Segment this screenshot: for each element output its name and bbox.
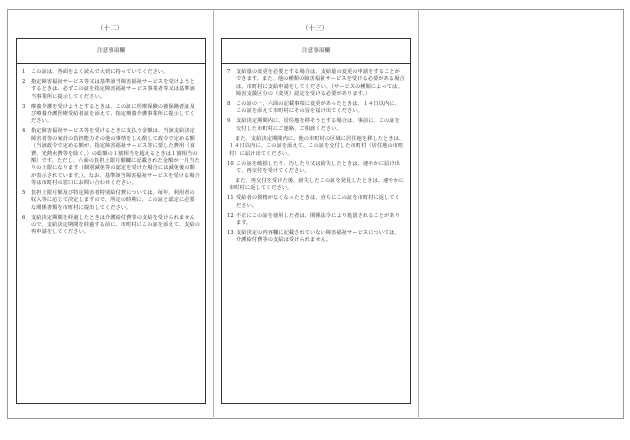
notice-item-13 — [227, 230, 405, 245]
notice-item-1 — [22, 69, 200, 76]
notice-item-7 — [227, 69, 405, 99]
page-number-right: （十三） — [302, 24, 328, 32]
notice-item-12 — [227, 213, 405, 228]
notice-list-left — [17, 64, 205, 237]
item-text: 指定障害福祉サービス等又は基準該当障害福祉サービスを受けようとするときは、必ずこの証を指定障害福祉サービス事業者等又は基準該当事業所に提示してください。 — [31, 78, 195, 100]
item-text: 支給量の変更を必要とする場合は、支給量の変更の申請をすることができます。また、他の種類の障害福祉サービスを受ける必要がある場合は、市町村に支給申請をしてください。（サービスの種類によっては、障害支援区分の（変更）認定を受ける必要があります。） — [236, 69, 405, 98]
notice-item-2 — [22, 79, 200, 101]
item-text: 指定障害福祉サービス等を受けるときに支払う金額は、当該支給決定障害者等の家計の負担能力その他の事情をしん酌して政令で定める額（当該政令で定める額が、指定障害福祉サービス等に要した費用（食費、光熱水費等を除く。）の総額の１割相当を超えるときは１割相当の額）です。ただし、六面の負担上限月額欄に記載された金額が一月当たりの上限になります（個別減免等の認定を受けた場合には減免後の額が表示されています。）。なお、基準該当障害福祉サービスを受ける場合等は市町村の窓口にお問い合わせください。 — [31, 128, 200, 187]
notice-item-5 — [22, 190, 200, 212]
item-number: 8 — [227, 101, 231, 108]
item-text: 支給決定の内容欄に記載されていない障害福祉サービスについては、介護給付費等の支給は受けられません。 — [236, 229, 400, 244]
notice-panel-right — [221, 38, 411, 404]
item-number: 9 — [227, 118, 231, 125]
item-text: 療養介護を受けようとするときは、この証に医療保険の被保険者証及び療養介護医療受給者証を添えて、指定療養介護事業所に提示してください。 — [31, 103, 195, 125]
item-number: 12 — [227, 212, 234, 219]
notice-item-6 — [22, 215, 200, 237]
item-number: 5 — [22, 190, 26, 196]
item-number: 1 — [22, 69, 26, 75]
notice-panel-left — [16, 38, 206, 404]
notice-item-10 — [227, 161, 405, 176]
item-text: 受給者の資格がなくなったときは、直ちにこの証を市町村に返してください。 — [236, 195, 400, 209]
notice-item-4 — [22, 128, 200, 187]
item-text: この証の一、六面の記載事項に変更があったときは、１４日以内に、この証を添えて市町村にその旨を届け出てください。 — [236, 101, 400, 115]
notice-item-8 — [227, 101, 405, 116]
panel-title-right: 注意事項欄 — [222, 39, 410, 64]
page-divider-right — [418, 9, 419, 417]
notice-item-3 — [22, 104, 200, 126]
item-text: 支給決定期間内に、居住地を移そうとする場合は、事前に、この証を交付した市町村にご連絡、ご相談ください。 — [236, 118, 400, 132]
item-number: 11 — [227, 195, 234, 202]
notice-item-10-sub: また、再交付を受けた後、紛失したこの証を発見したときは、速やかに市町村に返してください。 — [229, 177, 405, 192]
notice-list-right — [222, 64, 410, 245]
item-number: 3 — [22, 103, 26, 110]
item-text: この証を破損したり、汚したり又は紛失したときは、速やかに届け出て、再交付を受けてください。 — [236, 160, 400, 174]
page-number-left: （十二） — [97, 24, 123, 32]
item-number: 4 — [22, 128, 26, 135]
item-number: 7 — [227, 69, 231, 75]
item-number: 2 — [22, 78, 26, 85]
panel-title-left: 注意事項欄 — [17, 39, 205, 64]
notice-item-9 — [227, 118, 405, 133]
item-number: 6 — [22, 214, 26, 221]
page-divider-left — [213, 9, 214, 417]
notice-item-11 — [227, 195, 405, 210]
item-text: この証は、各面をよく読んで大切に持っていてください。 — [31, 69, 169, 75]
item-number: 10 — [227, 160, 234, 167]
item-text: 不正にこの証を使用した者は、関係法令により処罰されることがあります。 — [236, 212, 400, 226]
notice-item-9-sub: また、支給決定期間内に、他の市町村の区域に居住地を移したときは、１４日以内に、この証を添えて、この証を交付した市町村（居住地の市町村）に届け出てください。 — [229, 135, 405, 157]
item-text: 負担上限月額及び特定障害者特別給付費については、毎年、利用者の収入等に応じて決定しますので、所定の時期に、この証と認定に必要な関係書類を市町村に提出してください。 — [31, 190, 195, 211]
item-text: 支給決定期間を経過したときは介護給付費等の支給を受けられませんので、支給決定期間を経過する前に、市町村にこの証を添えて、支給の再申請をしてください。 — [31, 214, 200, 236]
item-number: 13 — [227, 229, 234, 236]
